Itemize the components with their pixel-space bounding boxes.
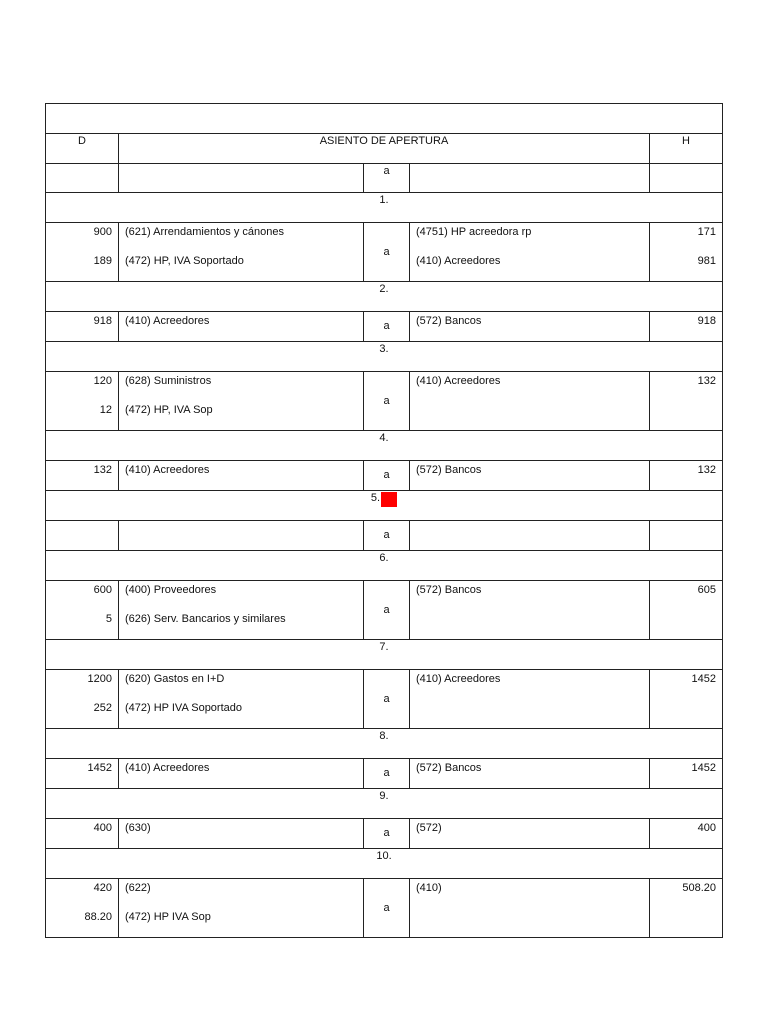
debit-amount: 1200 — [87, 673, 112, 685]
credit-account-cell — [410, 670, 650, 729]
entry-number-row — [46, 640, 723, 670]
debit-account: (621) Arrendamientos y cánones — [125, 226, 284, 238]
credit-account-cell — [410, 521, 650, 551]
debit-account: (472) HP IVA Soportado — [125, 702, 242, 714]
connector-cell: a — [364, 164, 410, 193]
debit-account: (626) Serv. Bancarios y similares — [125, 613, 286, 625]
credit-amount: 1452 — [691, 762, 717, 774]
red-highlight-marker — [381, 492, 397, 507]
connector-label: a — [383, 245, 390, 258]
credit-account-cell — [410, 759, 650, 789]
debit-account-cell — [119, 372, 364, 431]
entry-number-cell — [46, 789, 723, 819]
credit-amount-cell — [650, 521, 723, 551]
debit-account-cell — [119, 581, 364, 640]
debit-amount: 918 — [93, 315, 112, 327]
blank-cell — [46, 104, 723, 134]
connector-cell — [364, 461, 410, 491]
entry-number-row — [46, 491, 723, 521]
entry-number-row — [46, 193, 723, 223]
entry-number: 8. — [379, 730, 389, 742]
credit-account: (572) Bancos — [416, 584, 482, 596]
credit-account-cell — [410, 581, 650, 640]
journal-title: ASIENTO DE APERTURA — [119, 134, 650, 164]
debit-amount-cell — [46, 312, 119, 342]
debit-amount: 1452 — [87, 762, 112, 774]
debit-account-cell — [119, 164, 364, 193]
credit-column-header: H — [650, 134, 723, 164]
credit-account-cell — [410, 461, 650, 491]
credit-account: (4751) HP acreedora rp — [416, 226, 532, 238]
credit-amount: 981 — [697, 255, 717, 267]
debit-account-cell — [119, 521, 364, 551]
debit-amount: 5 — [105, 613, 112, 625]
debit-amount: 189 — [93, 255, 112, 267]
credit-amount-cell — [650, 581, 723, 640]
credit-amount: 171 — [697, 226, 717, 238]
debit-account: (410) Acreedores — [125, 464, 210, 476]
connector-label: a — [383, 320, 390, 332]
debit-account: (400) Proveedores — [125, 584, 217, 596]
credit-account-cell — [410, 879, 650, 938]
entry-number: 7. — [379, 641, 389, 653]
debit-amount — [52, 521, 112, 550]
credit-amount: 508.20 — [682, 882, 717, 894]
debit-account-cell — [119, 879, 364, 938]
credit-amount-cell — [650, 164, 723, 193]
entry-number: 6. — [379, 552, 389, 564]
debit-account: (628) Suministros — [125, 375, 212, 387]
credit-amount: 132 — [697, 375, 717, 387]
debit-account: (410) Acreedores — [125, 762, 210, 774]
debit-amount: 12 — [99, 404, 112, 416]
connector-cell — [364, 819, 410, 849]
debit-amount-cell — [46, 223, 119, 282]
debit-amount-cell — [46, 461, 119, 491]
credit-amount-cell — [650, 372, 723, 431]
credit-account-cell — [410, 312, 650, 342]
debit-account-cell — [119, 223, 364, 282]
connector-label: a — [383, 603, 390, 616]
credit-amount-cell — [650, 670, 723, 729]
debit-account: (472) HP, IVA Soportado — [125, 255, 244, 267]
credit-account: (572) — [416, 822, 442, 834]
entry-row — [46, 312, 723, 342]
connector-cell — [364, 372, 410, 431]
journal-body — [46, 104, 723, 938]
debit-account: (620) Gastos en I+D — [125, 673, 225, 685]
credit-amount: 132 — [697, 464, 717, 476]
entry-row — [46, 879, 723, 938]
journal-table — [45, 103, 723, 938]
credit-amount: 400 — [697, 822, 717, 834]
debit-account-cell — [119, 759, 364, 789]
debit-amount: 400 — [93, 822, 112, 834]
credit-account: (572) Bancos — [416, 464, 482, 476]
connector-cell — [364, 759, 410, 789]
connector-cell — [364, 670, 410, 729]
entry-number-row — [46, 729, 723, 759]
debit-account-cell — [119, 670, 364, 729]
credit-amount: 1452 — [691, 673, 717, 685]
opening-entry-row — [46, 164, 723, 193]
debit-amount: 600 — [93, 584, 112, 596]
entry-number-cell — [46, 640, 723, 670]
entry-row — [46, 670, 723, 729]
credit-amount: 918 — [697, 315, 717, 327]
credit-account: (410) — [416, 882, 442, 894]
entry-number: 5. — [370, 492, 381, 504]
debit-account — [125, 521, 357, 550]
entry-number-cell — [46, 491, 723, 521]
credit-amount: 605 — [697, 584, 717, 596]
debit-account-cell — [119, 312, 364, 342]
connector-cell — [364, 223, 410, 282]
entry-number: 4. — [379, 432, 389, 444]
debit-account: (410) Acreedores — [125, 315, 210, 327]
entry-number-row — [46, 551, 723, 581]
credit-account: (572) Bancos — [416, 762, 482, 774]
credit-account: (410) Acreedores — [416, 673, 501, 685]
debit-account: (472) HP, IVA Sop — [125, 404, 213, 416]
credit-amount-cell — [650, 879, 723, 938]
credit-amount-cell — [650, 461, 723, 491]
entry-number: 9. — [379, 790, 389, 802]
entry-number-row — [46, 789, 723, 819]
debit-amount-cell — [46, 670, 119, 729]
credit-account-cell — [410, 372, 650, 431]
entry-number-cell — [46, 431, 723, 461]
entry-number: 3. — [379, 343, 389, 355]
credit-amount-cell — [650, 223, 723, 282]
debit-amount-cell — [46, 819, 119, 849]
debit-amount-cell — [46, 164, 119, 193]
debit-account-cell — [119, 819, 364, 849]
debit-amount-cell — [46, 879, 119, 938]
credit-account: (410) Acreedores — [416, 255, 501, 267]
debit-amount-cell — [46, 521, 119, 551]
credit-amount-cell — [650, 759, 723, 789]
debit-amount: 252 — [93, 702, 112, 714]
entry-number-row — [46, 849, 723, 879]
entry-number: 10. — [376, 850, 392, 862]
connector-label: a — [383, 901, 390, 914]
connector-label: a — [383, 692, 390, 705]
debit-amount: 120 — [93, 375, 112, 387]
entry-number-cell — [46, 551, 723, 581]
debit-amount: 132 — [93, 464, 112, 476]
connector-label: a — [383, 827, 390, 839]
connector-cell — [364, 879, 410, 938]
debit-column-header: D — [46, 134, 119, 164]
credit-amount-cell — [650, 312, 723, 342]
entry-row — [46, 223, 723, 282]
connector-cell — [364, 581, 410, 640]
credit-account-cell — [410, 819, 650, 849]
entry-number-cell — [46, 729, 723, 759]
connector-label: a — [383, 469, 390, 481]
credit-account — [416, 521, 643, 550]
debit-account: (622) — [125, 882, 151, 894]
debit-amount: 420 — [93, 882, 112, 894]
entry-number: 2. — [379, 283, 389, 295]
credit-account: (410) Acreedores — [416, 375, 501, 387]
credit-amount-cell — [650, 819, 723, 849]
connector-label: a — [383, 529, 390, 541]
entry-number-row — [46, 342, 723, 372]
credit-account-cell — [410, 164, 650, 193]
debit-account: (630) — [125, 822, 151, 834]
connector-label: a — [383, 767, 390, 779]
entry-row — [46, 521, 723, 551]
debit-account-cell — [119, 461, 364, 491]
connector-cell — [364, 312, 410, 342]
entry-number-cell — [46, 282, 723, 312]
credit-account-cell — [410, 223, 650, 282]
credit-amount — [656, 521, 716, 550]
debit-amount-cell — [46, 372, 119, 431]
entry-number-cell — [46, 342, 723, 372]
entry-number-row — [46, 431, 723, 461]
entry-row — [46, 759, 723, 789]
header-row — [46, 134, 723, 164]
connector-cell — [364, 521, 410, 551]
debit-account: (472) HP IVA Sop — [125, 911, 211, 923]
entry-number-cell — [46, 193, 723, 223]
debit-amount-cell — [46, 581, 119, 640]
connector-label: a — [383, 394, 390, 407]
debit-amount-cell — [46, 759, 119, 789]
top-blank-row — [46, 104, 723, 134]
entry-number-cell — [46, 849, 723, 879]
entry-row — [46, 372, 723, 431]
entry-row — [46, 461, 723, 491]
entry-number-row — [46, 282, 723, 312]
debit-amount: 900 — [93, 226, 112, 238]
entry-row — [46, 819, 723, 849]
entry-row — [46, 581, 723, 640]
debit-amount: 88.20 — [84, 911, 112, 923]
credit-account: (572) Bancos — [416, 315, 482, 327]
entry-number: 1. — [379, 194, 389, 206]
